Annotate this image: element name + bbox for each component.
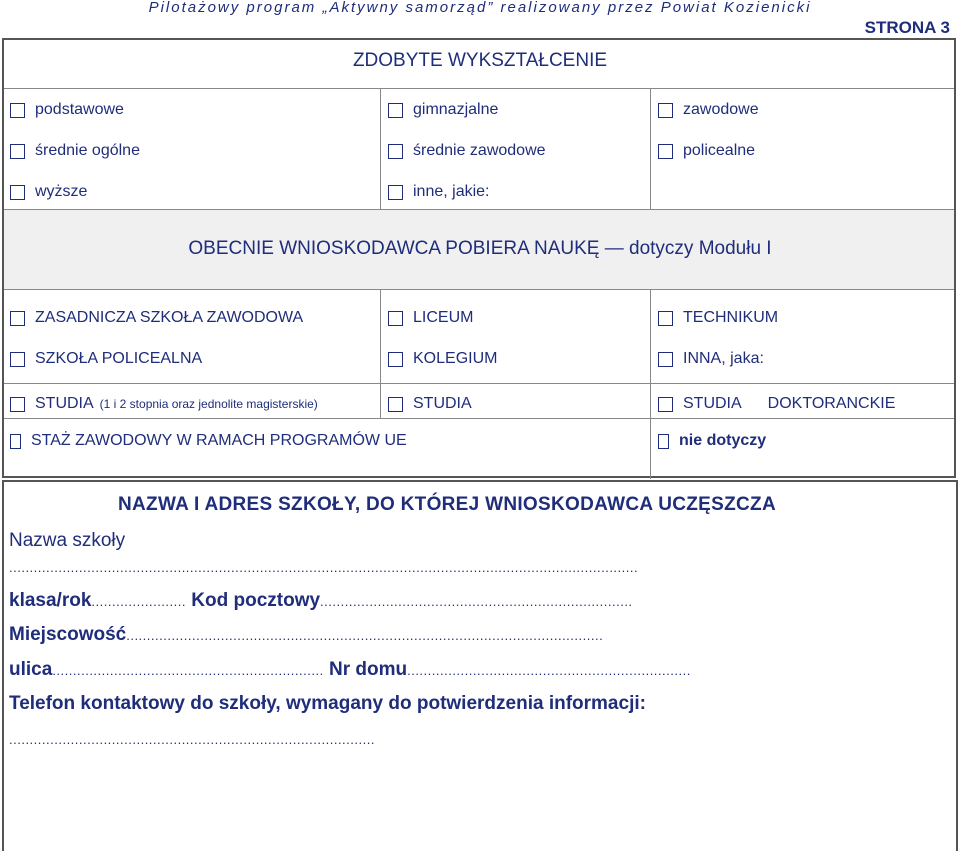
checkbox[interactable] [10, 311, 25, 326]
checkbox[interactable] [10, 397, 25, 412]
option-label: STUDIA [683, 395, 742, 412]
checkbox[interactable] [10, 352, 25, 367]
option-label: INNA, jaka: [683, 350, 764, 367]
divider [4, 209, 954, 210]
postal-field[interactable]: ............................................................................ [320, 594, 633, 609]
option-inna[interactable] [658, 347, 764, 371]
option-label: inne, jakie: [413, 183, 490, 200]
option-label: STUDIA [413, 395, 472, 412]
school-name-field[interactable] [9, 556, 638, 578]
divider [4, 383, 954, 384]
option-studia[interactable] [388, 392, 472, 416]
checkbox[interactable] [388, 185, 403, 200]
city-field[interactable]: .................................................................................................................... [126, 628, 604, 643]
option-policealne[interactable] [658, 139, 755, 163]
option-staz[interactable] [10, 429, 407, 453]
option-studia-magisterskie[interactable] [10, 392, 318, 416]
option-label: gimnazjalne [413, 101, 499, 118]
divider [650, 88, 651, 209]
option-wyzsze[interactable] [10, 180, 87, 204]
option-zawodowe[interactable] [658, 98, 759, 122]
divider [4, 418, 954, 419]
street-field[interactable]: .................................................................. [52, 663, 324, 678]
checkbox[interactable] [388, 311, 403, 326]
option-label: średnie ogólne [35, 142, 140, 159]
city-label: Miejscowość [9, 624, 127, 645]
option-label: ZASADNICZA SZKOŁA ZAWODOWA [35, 309, 304, 326]
option-label: policealne [683, 142, 756, 159]
divider [380, 88, 381, 209]
option-inne[interactable] [388, 180, 490, 204]
option-label: STUDIA [35, 395, 94, 412]
option-gimnazjalne[interactable] [388, 98, 498, 122]
option-label: średnie zawodowe [413, 142, 546, 159]
city-row [9, 624, 603, 646]
option-studia-doktoranckie[interactable] [658, 392, 895, 416]
checkbox[interactable] [388, 103, 403, 118]
option-label: TECHNIKUM [683, 309, 779, 326]
checkbox[interactable] [10, 103, 25, 118]
page-number: STRONA 3 [864, 18, 950, 37]
option-liceum[interactable] [388, 306, 473, 330]
street-label: ulica [9, 659, 53, 680]
checkbox[interactable] [658, 311, 673, 326]
option-label: DOKTORANCKIE [767, 395, 896, 412]
checkbox[interactable] [658, 144, 673, 159]
checkbox[interactable] [658, 397, 673, 412]
checkbox[interactable] [10, 434, 21, 449]
option-label: LICEUM [413, 309, 474, 326]
program-header: Pilotażowy program „Aktywny samorząd” realizowany przez Powiat Kozienicki [148, 0, 812, 16]
option-technikum[interactable] [658, 306, 778, 330]
divider [4, 88, 954, 89]
option-label: zawodowe [683, 101, 759, 118]
class-label: klasa/rok [9, 590, 92, 611]
dots: ......................................................................................... [9, 732, 375, 747]
postal-label: Kod pocztowy [191, 590, 321, 611]
option-label: nie dotyczy [679, 432, 767, 449]
house-field[interactable]: ..................................................................... [407, 663, 691, 678]
checkbox[interactable] [388, 352, 403, 367]
dots: ......................................................................................................................................................... [9, 560, 639, 575]
divider [650, 289, 651, 479]
school-title: NAZWA I ADRES SZKOŁY, DO KTÓREJ WNIOSKODAWCA UCZĘSZCZA [118, 494, 776, 515]
class-postal-row [9, 590, 633, 612]
option-podstawowe[interactable] [10, 98, 124, 122]
option-nie-dotyczy[interactable] [658, 429, 766, 453]
checkbox[interactable] [658, 434, 669, 449]
option-label: podstawowe [35, 101, 124, 118]
school-name-label: Nazwa szkoły [9, 530, 126, 551]
phone-field[interactable] [9, 728, 375, 750]
class-field[interactable]: ....................... [91, 594, 186, 609]
option-szkola-policealna[interactable] [10, 347, 202, 371]
option-label: KOLEGIUM [413, 350, 498, 367]
option-srednie-zawodowe[interactable] [388, 139, 546, 163]
option-zsz[interactable] [10, 306, 303, 330]
study-title: OBECNIE WNIOSKODAWCA POBIERA NAUKĘ — dotyczy Modułu I [188, 238, 772, 259]
house-label: Nr domu [328, 659, 408, 680]
checkbox[interactable] [388, 144, 403, 159]
divider [380, 289, 381, 418]
option-srednie-ogolne[interactable] [10, 139, 140, 163]
checkbox[interactable] [10, 185, 25, 200]
phone-label: Telefon kontaktowy do szkoły, wymagany do potwierdzenia informacji: [9, 693, 646, 714]
education-title: ZDOBYTE WYKSZTAŁCENIE [352, 50, 608, 71]
option-note: (1 i 2 stopnia oraz jednolite magisterskie) [99, 397, 318, 411]
option-label: wyższe [35, 183, 88, 200]
street-row [9, 659, 691, 681]
checkbox[interactable] [658, 352, 673, 367]
checkbox[interactable] [388, 397, 403, 412]
option-label: STAŻ ZAWODOWY W RAMACH PROGRAMÓW UE [31, 432, 407, 449]
divider [4, 289, 954, 290]
checkbox[interactable] [10, 144, 25, 159]
checkbox[interactable] [658, 103, 673, 118]
option-kolegium[interactable] [388, 347, 497, 371]
option-label: SZKOŁA POLICEALNA [35, 350, 203, 367]
